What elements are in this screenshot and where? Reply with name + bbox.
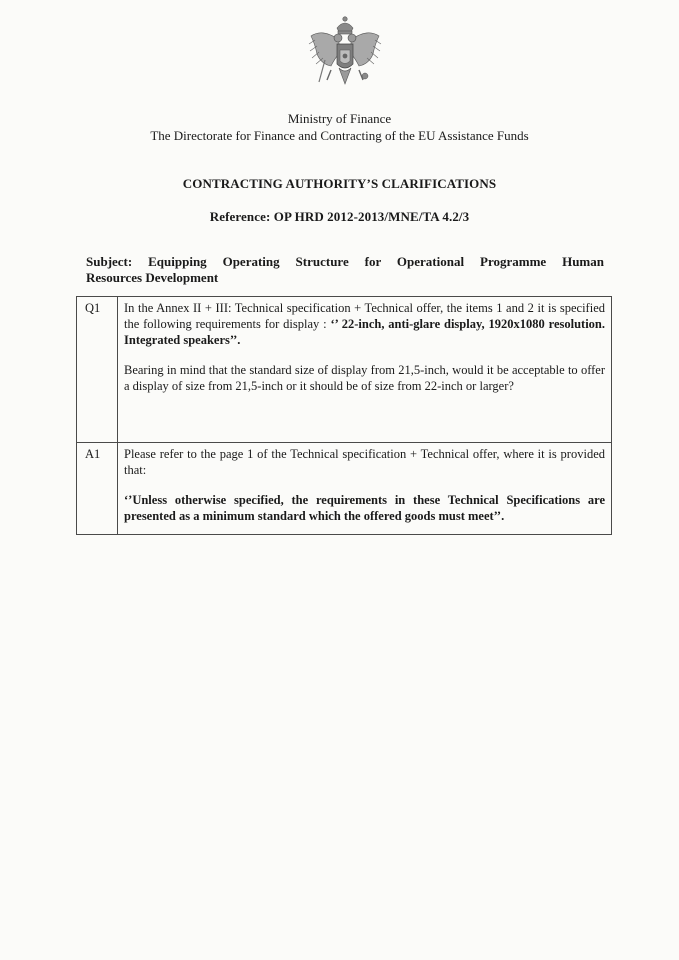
table-row	[77, 443, 612, 535]
subject-block	[86, 254, 604, 286]
qa-table	[76, 296, 612, 535]
subject-line-2: Resources Development	[86, 270, 219, 285]
directorate-name: The Directorate for Finance and Contracting of the EU Assistance Funds	[150, 128, 529, 143]
table-row	[77, 297, 612, 443]
question-label: Q1	[77, 297, 118, 443]
reference-number: Reference: OP HRD 2012-2013/MNE/TA 4.2/3	[209, 209, 470, 224]
coat-of-arms-icon	[305, 14, 385, 94]
answer-quote: ‘’Unless otherwise specified, the requirements in these Technical Specifications are presented as a minimum standard which the offered goods must meet’’.	[124, 493, 605, 523]
question-paragraph-2: Bearing in mind that the standard size of display from 21,5-inch, would it be acceptable to offer a display of size from 21,5-inch or it should be of size from 22-inch or larger?	[124, 363, 605, 393]
question-paragraph-1	[124, 300, 605, 348]
issuer-block	[0, 110, 679, 144]
document-title: CONTRACTING AUTHORITY’S CLARIFICATIONS	[182, 176, 497, 191]
question-requirement-quote: ‘’ 22-inch, anti-glare display, 1920x1080 resolution. Integrated speakers’’.	[124, 317, 605, 347]
answer-text	[118, 443, 612, 535]
answer-label: A1	[77, 443, 118, 535]
question-text	[118, 297, 612, 443]
ministry-name: Ministry of Finance	[287, 111, 392, 126]
question-requirement-intro: In the Annex II + III: Technical specification + Technical offer, the items 1 and 2 it is specified the following requirements for display :	[124, 301, 605, 331]
answer-paragraph-1: Please refer to the page 1 of the Technical specification + Technical offer, where it is provided that:	[124, 447, 605, 477]
subject-line-1: Subject: Equipping Operating Structure for Operational Programme Human	[86, 254, 604, 269]
